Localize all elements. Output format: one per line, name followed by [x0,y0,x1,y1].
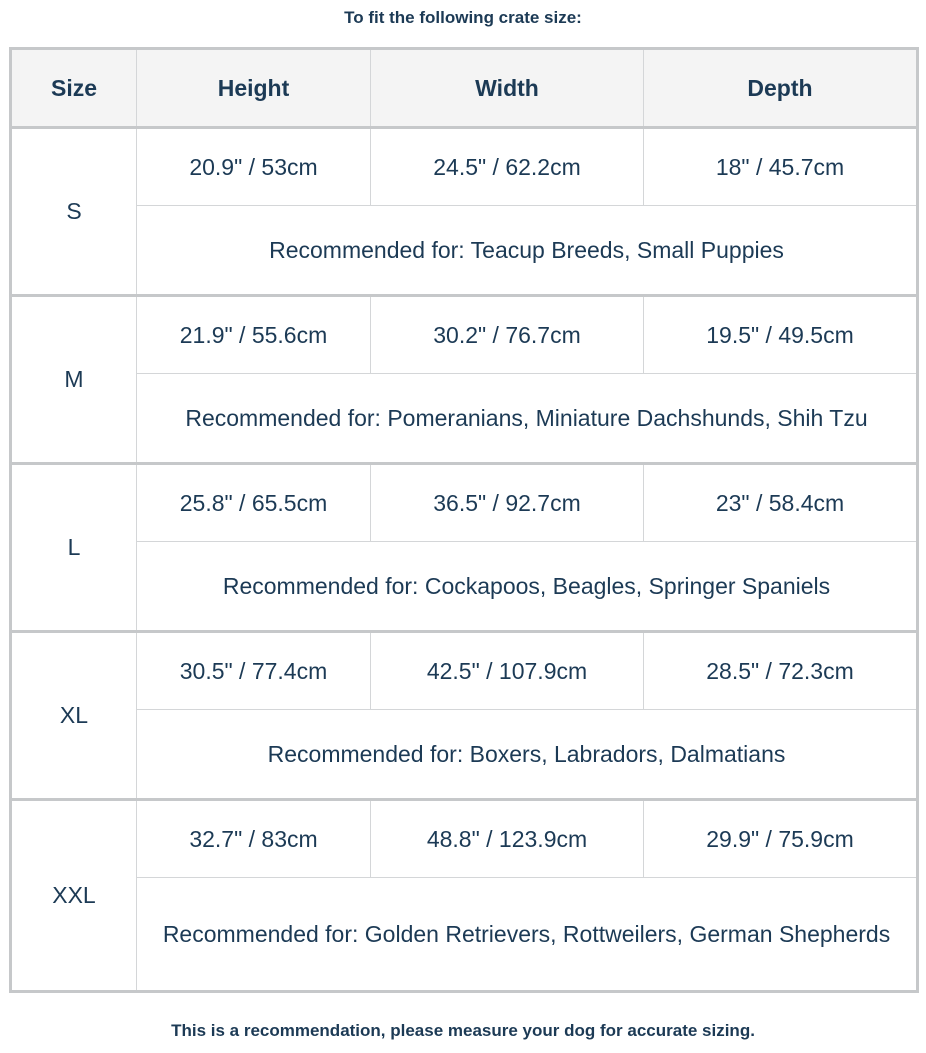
size-group-l [11,464,918,632]
recommendation-row [11,710,918,800]
recommendation-text: Recommended for: Teacup Breeds, Small Puppies [137,206,918,296]
dimensions-row [11,464,918,542]
header-width: Width [371,49,644,128]
dimensions-row [11,128,918,206]
depth-cell: 28.5" / 72.3cm [644,632,918,710]
depth-cell: 19.5" / 49.5cm [644,296,918,374]
dimensions-row [11,296,918,374]
height-cell: 30.5" / 77.4cm [137,632,371,710]
width-cell: 42.5" / 107.9cm [371,632,644,710]
size-group-xl [11,632,918,800]
table-header-row [11,49,918,128]
width-cell: 30.2" / 76.7cm [371,296,644,374]
table-caption-bottom: This is a recommendation, please measure your dog for accurate sizing. [171,1021,755,1040]
recommendation-row [11,374,918,464]
recommendation-text: Recommended for: Pomeranians, Miniature Dachshunds, Shih Tzu [137,374,918,464]
depth-cell: 29.9" / 75.9cm [644,800,918,878]
height-cell: 20.9" / 53cm [137,128,371,206]
width-cell: 48.8" / 123.9cm [371,800,644,878]
height-cell: 32.7" / 83cm [137,800,371,878]
size-group-s [11,128,918,296]
size-label: M [11,296,137,464]
recommendation-text: Recommended for: Golden Retrievers, Rottweilers, German Shepherds [137,878,918,992]
header-size: Size [11,49,137,128]
width-cell: 36.5" / 92.7cm [371,464,644,542]
size-label: S [11,128,137,296]
header-height: Height [137,49,371,128]
table-caption-top: To fit the following crate size: [344,8,582,27]
size-label: XL [11,632,137,800]
height-cell: 21.9" / 55.6cm [137,296,371,374]
size-label: L [11,464,137,632]
size-group-m [11,296,918,464]
dimensions-row [11,800,918,878]
recommendation-row [11,206,918,296]
recommendation-row [11,542,918,632]
width-cell: 24.5" / 62.2cm [371,128,644,206]
crate-size-table [9,47,919,993]
recommendation-text: Recommended for: Cockapoos, Beagles, Springer Spaniels [137,542,918,632]
depth-cell: 18" / 45.7cm [644,128,918,206]
size-group-xxl [11,800,918,992]
recommendation-row [11,878,918,992]
header-depth: Depth [644,49,918,128]
depth-cell: 23" / 58.4cm [644,464,918,542]
height-cell: 25.8" / 65.5cm [137,464,371,542]
size-label: XXL [11,800,137,992]
dimensions-row [11,632,918,710]
recommendation-text: Recommended for: Boxers, Labradors, Dalmatians [137,710,918,800]
